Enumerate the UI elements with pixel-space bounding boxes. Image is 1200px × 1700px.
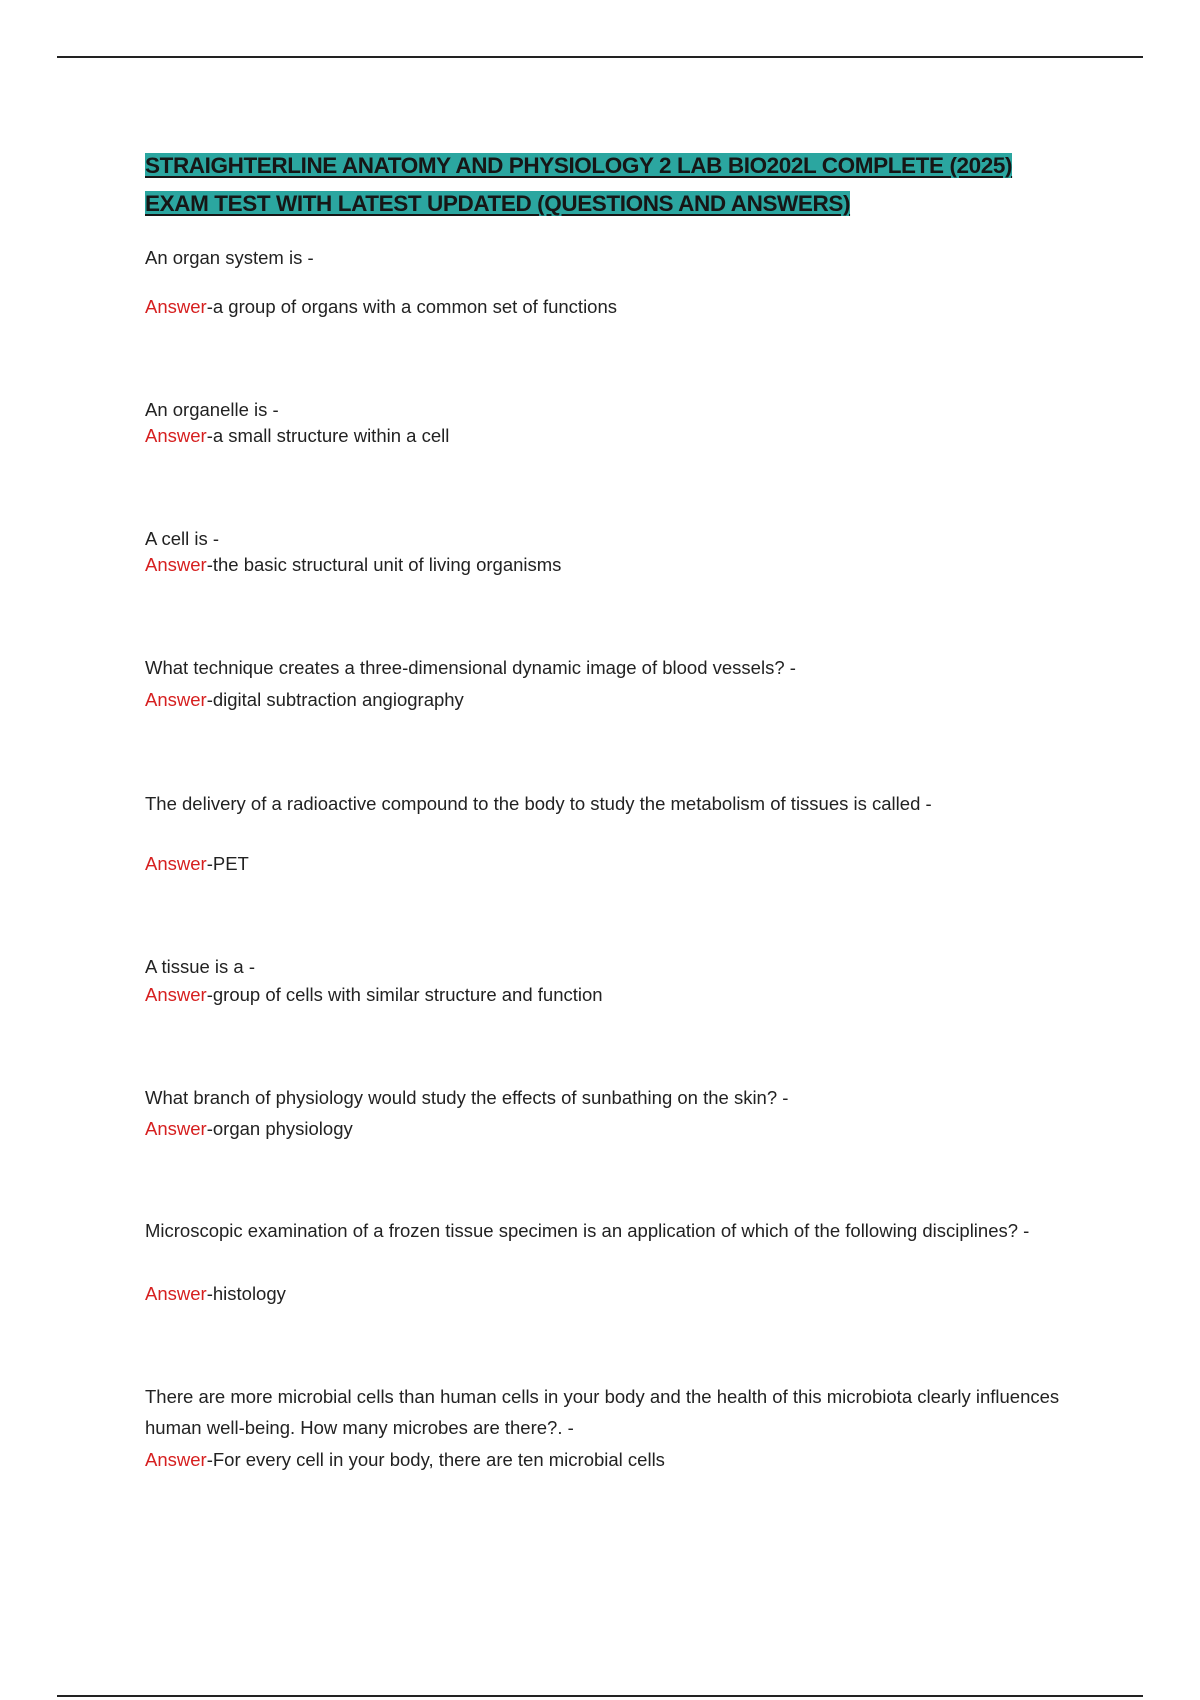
answer-text: -a small structure within a cell [206, 425, 450, 446]
question-7: What branch of physiology would study the effects of sunbathing on the skin? - [145, 1087, 789, 1108]
answer-9 [145, 1444, 1085, 1475]
header-rule [57, 56, 1143, 58]
answer-text: -For every cell in your body, there are ten microbial cells [206, 1449, 665, 1470]
answer-label: Answer [145, 1449, 207, 1470]
question-6: A tissue is a - [145, 956, 256, 977]
answer-text: -group of cells with similar structure and function [206, 984, 603, 1005]
answer-label: Answer [145, 689, 207, 710]
question-3: A cell is - [145, 528, 220, 549]
answer-8 [145, 1278, 1085, 1309]
answer-label: Answer [145, 984, 207, 1005]
question-1: An organ system is - [145, 247, 314, 268]
answer-label: Answer [145, 1118, 207, 1139]
question-8: Microscopic examination of a frozen tissue specimen is an application of which of the following disciplines? - [145, 1220, 1030, 1241]
answer-text: -a group of organs with a common set of functions [206, 296, 618, 317]
question-5: The delivery of a radioactive compound to the body to study the metabolism of tissues is called - [145, 793, 932, 814]
answer-text: -the basic structural unit of living organisms [206, 554, 562, 575]
question-2: An organelle is - [145, 399, 279, 420]
title-line-1: STRAIGHTERLINE ANATOMY AND PHYSIOLOGY 2 LAB BIO202L COMPLETE (2025) [145, 153, 1013, 178]
answer-2 [145, 420, 1085, 451]
answer-3 [145, 549, 1085, 580]
answer-4 [145, 684, 1085, 715]
answer-7 [145, 1113, 1085, 1144]
answer-text: -organ physiology [206, 1118, 353, 1139]
answer-1 [145, 291, 1085, 322]
document-title [145, 147, 1105, 223]
answer-text: -PET [206, 853, 249, 874]
footer-rule [57, 1695, 1143, 1697]
answer-label: Answer [145, 853, 207, 874]
answer-label: Answer [145, 296, 207, 317]
answer-text: -digital subtraction angiography [206, 689, 464, 710]
answer-label: Answer [145, 1283, 207, 1304]
question-9: There are more microbial cells than human cells in your body and the health of this microbiota clearly influences human well-being. How many microbes are there?. - [145, 1386, 1060, 1438]
answer-label: Answer [145, 425, 207, 446]
title-line-2: EXAM TEST WITH LATEST UPDATED (QUESTIONS AND ANSWERS) [145, 191, 851, 216]
answer-text: -histology [206, 1283, 286, 1304]
answer-label: Answer [145, 554, 207, 575]
answer-5 [145, 848, 1085, 879]
answer-6 [145, 979, 1085, 1010]
question-4: What technique creates a three-dimensional dynamic image of blood vessels? - [145, 657, 796, 678]
